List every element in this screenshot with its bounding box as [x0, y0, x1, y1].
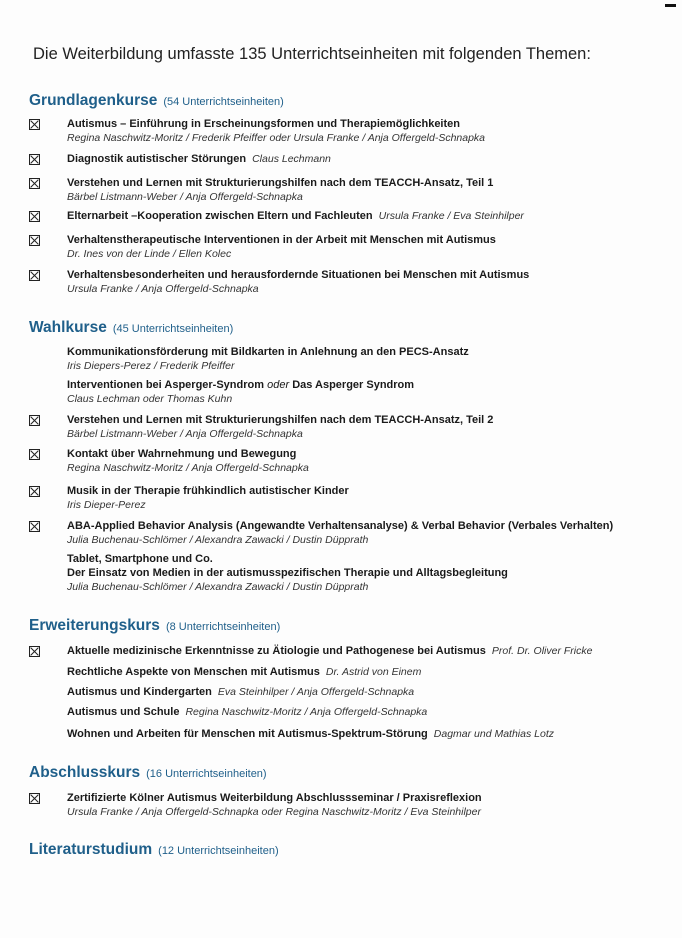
- course-title: ABA-Applied Behavior Analysis (Angewandte Verhaltensanalyse) & Verbal Behavior (Verbales Verhalten): [67, 520, 614, 532]
- course-authors: Bärbel Listmann-Weber / Anja Offergeld-Schnapka: [67, 191, 303, 203]
- course-title: Zertifizierte Kölner Autismus Weiterbildung Abschlussseminar / Praxisreflexion: [67, 792, 482, 804]
- course-authors: Bärbel Listmann-Weber / Anja Offergeld-Schnapka: [67, 428, 303, 440]
- checkbox-checked-icon[interactable]: [29, 521, 40, 532]
- intro-text: Die Weiterbildung umfasste 135 Unterrichtseinheiten mit folgenden Themen:: [33, 45, 591, 63]
- course-title-line: [67, 210, 524, 222]
- section-title: Wahlkurse: [29, 319, 107, 336]
- course-title: Elternarbeit –Kooperation zwischen Eltern und Fachleuten: [67, 210, 373, 222]
- checkbox-checked-icon[interactable]: [29, 486, 40, 497]
- course-authors: Ursula Franke / Eva Steinhilper: [378, 210, 524, 222]
- course-title: Aktuelle medizinische Erkenntnisse zu Ätiologie und Pathogenese bei Autismus: [67, 645, 486, 657]
- course-title-line: [67, 379, 414, 391]
- section-heading-literaturstudium: [29, 841, 279, 859]
- course-authors: Regina Naschwitz-Moritz / Anja Offergeld-Schnapka: [67, 462, 309, 474]
- checkbox-checked-icon[interactable]: [29, 154, 40, 165]
- section-title: Abschlusskurs: [29, 764, 141, 781]
- section-title: Literaturstudium: [29, 841, 153, 858]
- checkbox-checked-icon[interactable]: [29, 415, 40, 426]
- checkbox-checked-icon[interactable]: [29, 449, 40, 460]
- course-title: Autismus – Einführung in Erscheinungsformen und Therapiemöglichkeiten: [67, 118, 460, 130]
- checkbox-checked-icon[interactable]: [29, 178, 40, 189]
- course-title-line: [67, 666, 421, 678]
- course-authors: Prof. Dr. Oliver Fricke: [491, 645, 593, 657]
- course-title-b: Das Asperger Syndrom: [292, 379, 415, 391]
- scan-corner-mark: [665, 4, 676, 7]
- course-authors: Dr. Astrid von Einem: [325, 666, 422, 678]
- section-heading-wahlkurse: [29, 319, 233, 337]
- course-subtitle: Der Einsatz von Medien in der autismusspezifischen Therapie und Alltagsbegleitung: [67, 567, 508, 579]
- course-title: Tablet, Smartphone und Co.: [67, 553, 213, 565]
- section-title: Erweiterungskurs: [29, 617, 160, 634]
- course-title-line: [67, 686, 414, 698]
- course-authors: Julia Buchenau-Schlömer / Alexandra Zawacki / Dustin Düpprath: [67, 534, 369, 546]
- section-heading-abschlusskurs: [29, 764, 267, 782]
- course-title-line: [67, 645, 592, 657]
- course-authors: Ursula Franke / Anja Offergeld-Schnapka: [67, 283, 259, 295]
- section-units: (12 Unterrichtseinheiten): [158, 845, 279, 857]
- section-units: (45 Unterrichtseinheiten): [112, 323, 234, 335]
- course-title: Diagnostik autistischer Störungen: [67, 153, 247, 165]
- course-title: Autismus und Schule: [67, 706, 180, 718]
- checkbox-checked-icon[interactable]: [29, 793, 40, 804]
- course-title-a: Interventionen bei Asperger-Syndrom: [67, 379, 265, 391]
- checkbox-checked-icon[interactable]: [29, 646, 40, 657]
- course-title: Autismus und Kindergarten: [67, 686, 212, 698]
- course-authors: Claus Lechmann: [252, 153, 331, 165]
- course-title: Kommunikationsförderung mit Bildkarten in Anlehnung an den PECS-Ansatz: [67, 346, 469, 358]
- course-title: Musik in der Therapie frühkindlich autistischer Kinder: [67, 485, 349, 497]
- course-authors: Regina Naschwitz-Moritz / Anja Offergeld-Schnapka: [185, 706, 428, 718]
- course-title: Verstehen und Lernen mit Strukturierungshilfen nach dem TEACCH-Ansatz, Teil 2: [67, 414, 494, 426]
- course-title-line: [67, 728, 554, 740]
- course-title-conjunction: oder: [267, 379, 290, 391]
- course-authors: Eva Steinhilper / Anja Offergeld-Schnapka: [217, 686, 415, 698]
- course-title: Rechtliche Aspekte von Menschen mit Autismus: [67, 666, 320, 678]
- course-authors: Dr. Ines von der Linde / Ellen Kolec: [67, 248, 232, 260]
- section-title: Grundlagenkurse: [29, 92, 158, 109]
- course-title: Verstehen und Lernen mit Strukturierungshilfen nach dem TEACCH-Ansatz, Teil 1: [67, 177, 494, 189]
- checkbox-checked-icon[interactable]: [29, 235, 40, 246]
- course-title: Kontakt über Wahrnehmung und Bewegung: [67, 448, 297, 460]
- course-title: Verhaltensbesonderheiten und herausfordernde Situationen bei Menschen mit Autismus: [67, 269, 530, 281]
- section-heading-erweiterungskurs: [29, 617, 280, 635]
- course-authors: Julia Buchenau-Schlömer / Alexandra Zawacki / Dustin Düpprath: [67, 581, 369, 593]
- course-title: Verhaltenstherapeutische Interventionen in der Arbeit mit Menschen mit Autismus: [67, 234, 496, 246]
- course-authors: Iris Diepers-Perez / Frederik Pfeiffer: [67, 360, 235, 372]
- course-authors: Iris Dieper-Perez: [67, 499, 146, 511]
- checkbox-checked-icon[interactable]: [29, 211, 40, 222]
- course-authors: Ursula Franke / Anja Offergeld-Schnapka oder Regina Naschwitz-Moritz / Eva Steinhilper: [67, 806, 481, 818]
- section-units: (8 Unterrichtseinheiten): [165, 621, 281, 633]
- course-title-line: [67, 153, 331, 165]
- section-units: (16 Unterrichtseinheiten): [146, 768, 267, 780]
- course-authors: Dagmar und Mathias Lotz: [433, 728, 554, 740]
- section-units: (54 Unterrichtseinheiten): [163, 96, 284, 108]
- course-title-line: [67, 706, 427, 718]
- checkbox-checked-icon[interactable]: [29, 119, 40, 130]
- course-authors: Regina Naschwitz-Moritz / Frederik Pfeiffer oder Ursula Franke / Anja Offergeld-Schnapka: [67, 132, 486, 144]
- section-heading-grundlagenkurse: [29, 92, 284, 110]
- course-authors: Claus Lechman oder Thomas Kuhn: [67, 393, 233, 405]
- course-title: Wohnen und Arbeiten für Menschen mit Autismus-Spektrum-Störung: [67, 728, 428, 740]
- checkbox-checked-icon[interactable]: [29, 270, 40, 281]
